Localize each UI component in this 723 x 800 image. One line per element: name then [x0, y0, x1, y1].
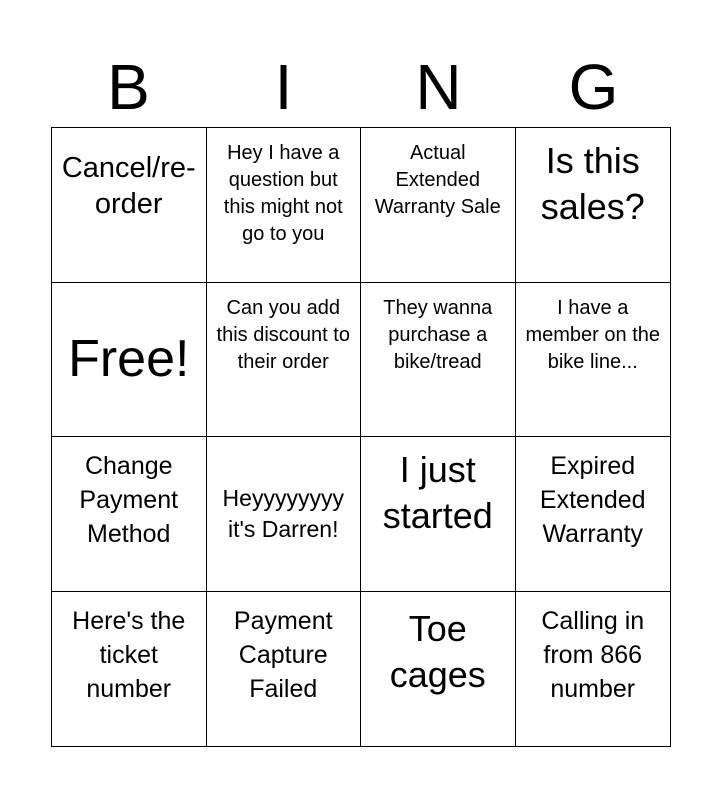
bingo-cell[interactable]: [361, 592, 516, 747]
bingo-header: [51, 52, 671, 122]
bingo-cell-free[interactable]: [52, 283, 207, 438]
bingo-cell-text: Is this sales?: [540, 140, 645, 227]
bingo-cell-text: Payment Capture Failed: [233, 606, 333, 703]
bingo-cell[interactable]: [52, 437, 207, 592]
bingo-cell[interactable]: [361, 128, 516, 283]
bingo-cell[interactable]: [516, 437, 671, 592]
bingo-cell[interactable]: [52, 128, 207, 283]
bingo-cell-text: I have a member on the bike line...: [525, 296, 660, 373]
header-letter-n: N: [415, 51, 462, 123]
bingo-cell[interactable]: [516, 128, 671, 283]
bingo-cell-text: I just started: [382, 449, 493, 536]
header-letter-i: I: [274, 51, 293, 123]
bingo-cell-text: Can you add this discount to their order: [216, 296, 350, 373]
bingo-cell-text: Toe cages: [389, 607, 486, 695]
bingo-cell[interactable]: [207, 283, 362, 438]
header-letter-g: G: [568, 51, 619, 123]
bingo-cell[interactable]: [516, 283, 671, 438]
bingo-cell-text: Actual Extended Warranty Sale: [374, 142, 501, 218]
bingo-cell[interactable]: [52, 592, 207, 747]
bingo-cell[interactable]: [361, 437, 516, 592]
bingo-cell-text: Free!: [68, 330, 190, 389]
bingo-cell[interactable]: [516, 592, 671, 747]
bingo-cell-text: Cancel/re-order: [61, 152, 196, 220]
header-letter-b: B: [107, 51, 150, 123]
bingo-cell-text: Change Payment Method: [79, 452, 179, 548]
bingo-cell-text: They wanna purchase a bike/tread: [383, 296, 493, 373]
bingo-card-grid: [51, 127, 671, 747]
bingo-cell-text: Heyyyyyyyy it's Darren!: [222, 484, 344, 542]
bingo-cell-text: Expired Extended Warranty: [539, 452, 646, 548]
bingo-cell-text: Calling in from 866 number: [541, 606, 645, 703]
bingo-cell[interactable]: [207, 592, 362, 747]
bingo-cell-text: Hey I have a question but this might not go to you: [223, 142, 343, 245]
bingo-cell[interactable]: [361, 283, 516, 438]
bingo-cell[interactable]: [207, 437, 362, 592]
bingo-cell-text: Here's the ticket number: [72, 606, 186, 703]
bingo-cell[interactable]: [207, 128, 362, 283]
